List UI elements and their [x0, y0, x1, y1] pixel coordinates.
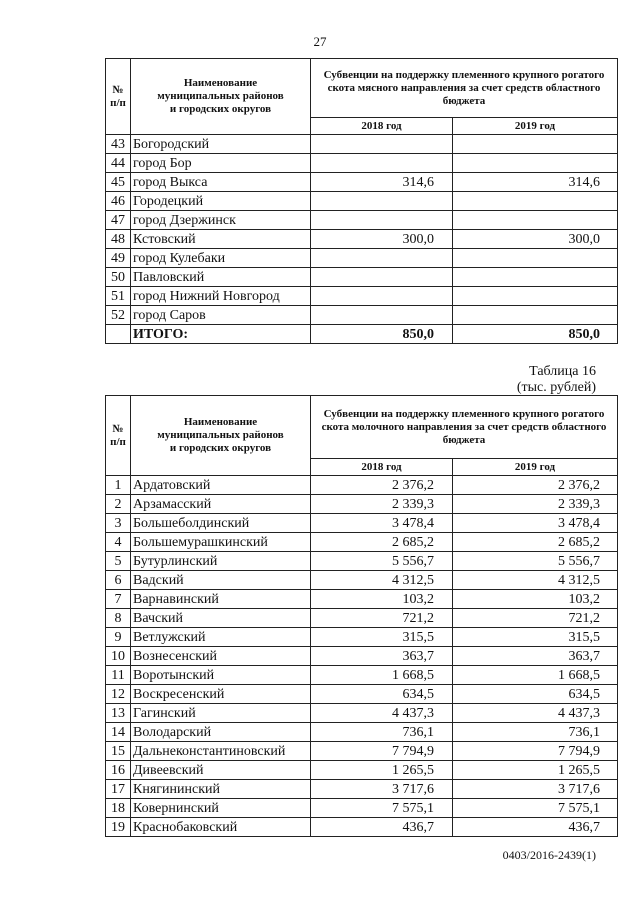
- row-number: 46: [106, 192, 131, 211]
- value-2018: 3 717,6: [311, 780, 453, 799]
- row-number: 16: [106, 761, 131, 780]
- district-name: Арзамасский: [131, 495, 311, 514]
- table-row: [106, 533, 618, 552]
- table-row: [106, 609, 618, 628]
- district-name: Большеболдинский: [131, 514, 311, 533]
- table-row: [106, 192, 618, 211]
- total-num-cell: [106, 325, 131, 344]
- table-row: [106, 704, 618, 723]
- value-2019: 1 265,5: [453, 761, 618, 780]
- district-name: Ветлужский: [131, 628, 311, 647]
- district-name: Вачский: [131, 609, 311, 628]
- header-district-name: Наименование муниципальных районов и городских округов: [131, 396, 311, 476]
- total-2019: 850,0: [453, 325, 618, 344]
- dairy-cattle-subsidy-table: [105, 395, 618, 837]
- page-number: 27: [313, 34, 327, 49]
- value-2019: 1 668,5: [453, 666, 618, 685]
- row-number: 11: [106, 666, 131, 685]
- row-number: 10: [106, 647, 131, 666]
- district-name: Дивеевский: [131, 761, 311, 780]
- value-2019: 5 556,7: [453, 552, 618, 571]
- value-2019: 103,2: [453, 590, 618, 609]
- table-row: [106, 666, 618, 685]
- header-year-2018: 2018 год: [311, 459, 453, 476]
- row-number: 17: [106, 780, 131, 799]
- value-2019: 7 794,9: [453, 742, 618, 761]
- district-name: Володарский: [131, 723, 311, 742]
- value-2018: 314,6: [311, 173, 453, 192]
- value-2019: 300,0: [453, 230, 618, 249]
- district-name: Вознесенский: [131, 647, 311, 666]
- value-2018: 1 668,5: [311, 666, 453, 685]
- table-row: [106, 780, 618, 799]
- value-2018: [311, 287, 453, 306]
- table-row: [106, 495, 618, 514]
- row-number: 45: [106, 173, 131, 192]
- value-2019: [453, 135, 618, 154]
- header-year-2019: 2019 год: [453, 459, 618, 476]
- row-number: 18: [106, 799, 131, 818]
- header-subsidy: Субвенции на поддержку племенного крупного рогатого скота мясного направления за счет средств областного бюджета: [311, 59, 618, 118]
- value-2018: [311, 135, 453, 154]
- value-2019: 315,5: [453, 628, 618, 647]
- district-name: Краснобаковский: [131, 818, 311, 837]
- table-row: [106, 514, 618, 533]
- district-name: Ардатовский: [131, 476, 311, 495]
- district-name: Богородский: [131, 135, 311, 154]
- value-2019: 3 478,4: [453, 514, 618, 533]
- value-2018: [311, 154, 453, 173]
- value-2019: 2 685,2: [453, 533, 618, 552]
- row-number: 48: [106, 230, 131, 249]
- table-row: [106, 742, 618, 761]
- value-2019: 314,6: [453, 173, 618, 192]
- table-row: [106, 287, 618, 306]
- row-number: 13: [106, 704, 131, 723]
- district-name: город Бор: [131, 154, 311, 173]
- value-2018: 4 437,3: [311, 704, 453, 723]
- header-district-name: Наименование муниципальных районов и городских округов: [131, 59, 311, 135]
- value-2019: [453, 287, 618, 306]
- row-number: 51: [106, 287, 131, 306]
- district-name: Бутурлинский: [131, 552, 311, 571]
- value-2019: 2 339,3: [453, 495, 618, 514]
- district-name: город Саров: [131, 306, 311, 325]
- table-row: [106, 799, 618, 818]
- table-row: [106, 135, 618, 154]
- table-row: [106, 761, 618, 780]
- row-number: 2: [106, 495, 131, 514]
- header-year-2019: 2019 год: [453, 118, 618, 135]
- value-2019: 634,5: [453, 685, 618, 704]
- district-name: Варнавинский: [131, 590, 311, 609]
- district-name: Воскресенский: [131, 685, 311, 704]
- row-number: 52: [106, 306, 131, 325]
- value-2019: 2 376,2: [453, 476, 618, 495]
- value-2019: [453, 192, 618, 211]
- row-number: 1: [106, 476, 131, 495]
- row-number: 44: [106, 154, 131, 173]
- value-2018: [311, 306, 453, 325]
- row-number: 14: [106, 723, 131, 742]
- value-2019: 4 312,5: [453, 571, 618, 590]
- district-name: Дальнеконстантиновский: [131, 742, 311, 761]
- value-2018: [311, 192, 453, 211]
- district-name: Городецкий: [131, 192, 311, 211]
- district-name: город Дзержинск: [131, 211, 311, 230]
- value-2018: 1 265,5: [311, 761, 453, 780]
- table-row: [106, 552, 618, 571]
- table-row: [106, 306, 618, 325]
- row-number: 50: [106, 268, 131, 287]
- value-2019: [453, 306, 618, 325]
- table-row: [106, 723, 618, 742]
- table-row: [106, 647, 618, 666]
- value-2018: 721,2: [311, 609, 453, 628]
- value-2018: 300,0: [311, 230, 453, 249]
- value-2019: [453, 154, 618, 173]
- value-2018: 436,7: [311, 818, 453, 837]
- value-2018: [311, 211, 453, 230]
- value-2019: 4 437,3: [453, 704, 618, 723]
- value-2019: 363,7: [453, 647, 618, 666]
- row-number: 43: [106, 135, 131, 154]
- row-number: 8: [106, 609, 131, 628]
- table-row: [106, 571, 618, 590]
- district-name: Павловский: [131, 268, 311, 287]
- table-row: [106, 590, 618, 609]
- value-2018: 363,7: [311, 647, 453, 666]
- value-2019: 721,2: [453, 609, 618, 628]
- table1-body: [106, 135, 618, 325]
- row-number: 19: [106, 818, 131, 837]
- value-2018: 315,5: [311, 628, 453, 647]
- row-number: 49: [106, 249, 131, 268]
- value-2019: [453, 249, 618, 268]
- header-year-2018: 2018 год: [311, 118, 453, 135]
- value-2019: 736,1: [453, 723, 618, 742]
- total-2018: 850,0: [311, 325, 453, 344]
- table-row: [106, 154, 618, 173]
- header-subsidy: Субвенции на поддержку племенного крупного рогатого скота молочного направления за счет средств областного бюджета: [311, 396, 618, 459]
- value-2018: 103,2: [311, 590, 453, 609]
- row-number: 9: [106, 628, 131, 647]
- value-2018: 2 685,2: [311, 533, 453, 552]
- table-row: [106, 249, 618, 268]
- value-2019: 3 717,6: [453, 780, 618, 799]
- district-name: город Нижний Новгород: [131, 287, 311, 306]
- row-number: 3: [106, 514, 131, 533]
- value-2018: 634,5: [311, 685, 453, 704]
- row-number: 12: [106, 685, 131, 704]
- table2-body: [106, 476, 618, 837]
- district-name: Вадский: [131, 571, 311, 590]
- value-2019: [453, 268, 618, 287]
- row-number: 15: [106, 742, 131, 761]
- district-name: город Кулебаки: [131, 249, 311, 268]
- district-name: Ковернинский: [131, 799, 311, 818]
- table-caption: Таблица 16: [529, 364, 596, 379]
- value-2019: [453, 211, 618, 230]
- document-code: 0403/2016-2439(1): [502, 848, 596, 862]
- value-2018: 3 478,4: [311, 514, 453, 533]
- table-row: [106, 818, 618, 837]
- value-2018: [311, 268, 453, 287]
- header-number: № п/п: [106, 59, 131, 135]
- value-2018: [311, 249, 453, 268]
- row-number: 47: [106, 211, 131, 230]
- table-row: [106, 476, 618, 495]
- district-name: город Выкса: [131, 173, 311, 192]
- total-label: ИТОГО:: [131, 325, 311, 344]
- district-name: Кстовский: [131, 230, 311, 249]
- table-row: [106, 268, 618, 287]
- district-name: Воротынский: [131, 666, 311, 685]
- row-number: 5: [106, 552, 131, 571]
- table-row: [106, 628, 618, 647]
- units-label: (тыс. рублей): [516, 380, 596, 395]
- row-number: 4: [106, 533, 131, 552]
- table-row: [106, 230, 618, 249]
- value-2019: 436,7: [453, 818, 618, 837]
- table-row: [106, 211, 618, 230]
- district-name: Большемурашкинский: [131, 533, 311, 552]
- value-2018: 2 376,2: [311, 476, 453, 495]
- value-2018: 736,1: [311, 723, 453, 742]
- table2-caption: [517, 364, 596, 396]
- value-2018: 7 575,1: [311, 799, 453, 818]
- value-2018: 5 556,7: [311, 552, 453, 571]
- value-2019: 7 575,1: [453, 799, 618, 818]
- total-row: [106, 325, 618, 344]
- value-2018: 2 339,3: [311, 495, 453, 514]
- district-name: Княгининский: [131, 780, 311, 799]
- beef-cattle-subsidy-table: [105, 58, 618, 344]
- value-2018: 7 794,9: [311, 742, 453, 761]
- district-name: Гагинский: [131, 704, 311, 723]
- header-number: № п/п: [106, 396, 131, 476]
- row-number: 7: [106, 590, 131, 609]
- table-row: [106, 173, 618, 192]
- row-number: 6: [106, 571, 131, 590]
- table-row: [106, 685, 618, 704]
- value-2018: 4 312,5: [311, 571, 453, 590]
